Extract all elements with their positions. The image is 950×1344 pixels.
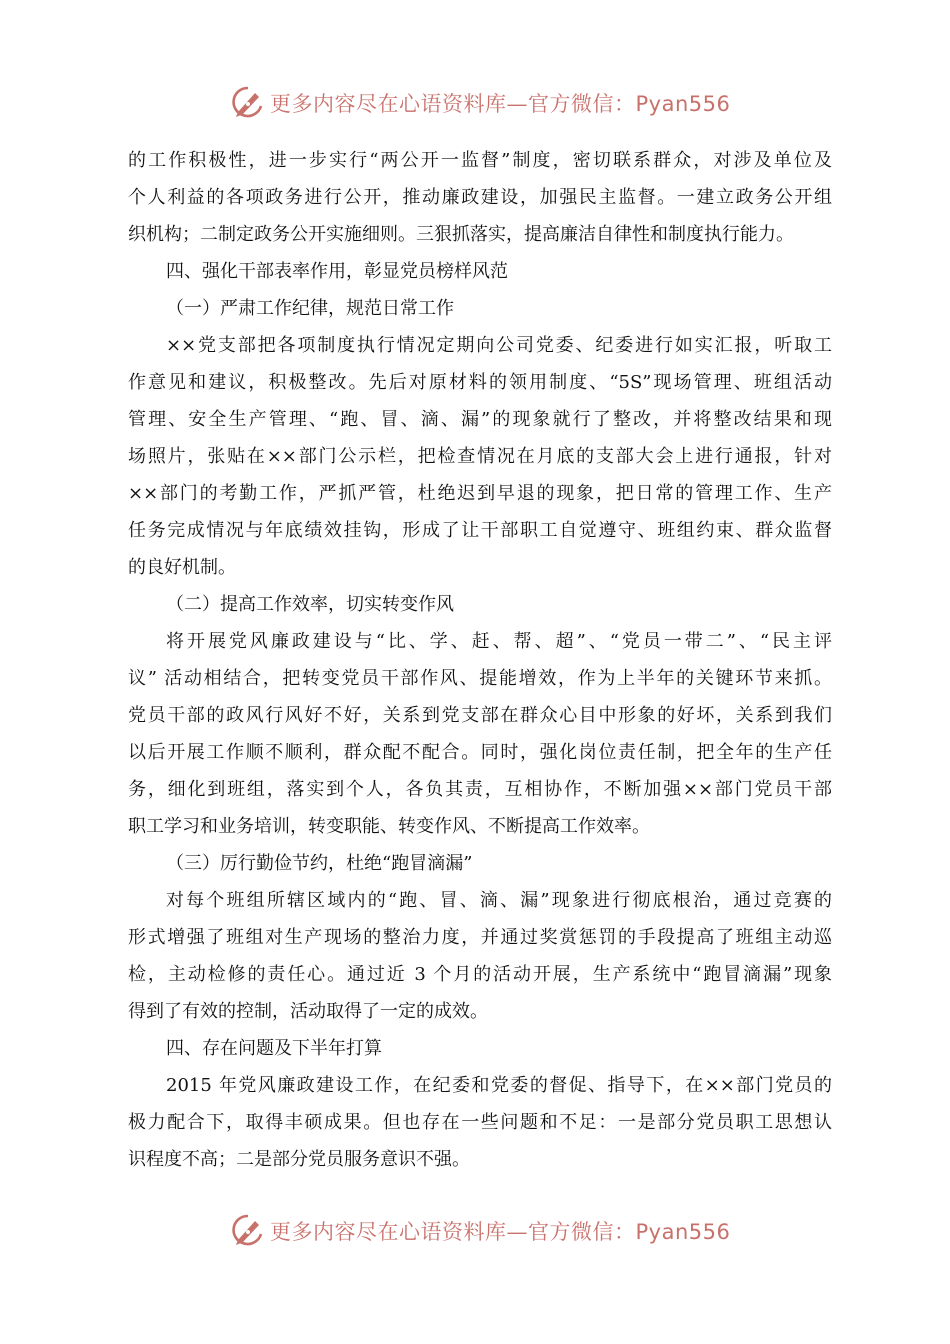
text-line: 的工作积极性，进一步实行“两公开一监督”制度，密切联系群众，对涉及单位及	[128, 150, 832, 171]
pen-in-circle-logo	[230, 84, 266, 120]
text-line: 极力配合下，取得丰硕成果。但也存在一些问题和不足：一是部分党员职工思想认	[128, 1112, 832, 1133]
footer-banner	[0, 1210, 950, 1254]
text-line: 2015 年党风廉政建设工作，在纪委和党委的督促、指导下，在××部门党员的	[166, 1075, 832, 1096]
pen-in-circle-logo	[230, 1212, 266, 1248]
text-line: 检，主动检修的责任心。通过近 3 个月的活动开展，生产系统中“跑冒滴漏”现象	[128, 964, 832, 985]
text-line: 任务完成情况与年底绩效挂钩，形成了让干部职工自觉遵守、班组约束、群众监督	[128, 520, 832, 541]
text-line: 个人利益的各项政务进行公开，推动廉政建设，加强民主监督。一建立政务公开组	[128, 187, 832, 208]
text-line: 的良好机制。	[128, 557, 236, 578]
text-line: ××党支部把各项制度执行情况定期向公司党委、纪委进行如实汇报，听取工	[166, 335, 832, 356]
text-line: 党员干部的政风行风好不好，关系到党支部在群众心目中形象的好坏，关系到我们	[128, 705, 832, 726]
text-line: 职工学习和业务培训，转变职能、转变作风、不断提高工作效率。	[128, 816, 650, 837]
text-line: 得到了有效的控制，活动取得了一定的成效。	[128, 1001, 488, 1022]
text-line: 以后开展工作顺不顺利，群众配不配合。同时，强化岗位责任制，把全年的生产任	[128, 742, 832, 763]
text-line: 议” 活动相结合，把转变党员干部作风、提能增效，作为上半年的关键环节来抓。	[128, 668, 832, 689]
article-body	[128, 142, 832, 1178]
subsection-heading: （三）厉行勤俭节约，杜绝“跑冒滴漏”	[166, 853, 473, 874]
text-line: 识程度不高；二是部分党员服务意识不强。	[128, 1149, 470, 1170]
text-line: 管理、安全生产管理、“跑、冒、滴、漏”的现象就行了整改，并将整改结果和现	[128, 409, 832, 430]
banner-text: 更多内容尽在心语资料库—官方微信：Pyan556	[270, 92, 731, 116]
text-line: 场照片，张贴在××部门公示栏，把检查情况在月底的支部大会上进行通报，针对	[128, 446, 832, 467]
text-line: 作意见和建议，积极整改。先后对原材料的领用制度、“5S”现场管理、班组活动	[128, 372, 832, 393]
header-banner	[0, 82, 950, 126]
text-line: 对每个班组所辖区域内的“跑、冒、滴、漏”现象进行彻底根治，通过竞赛的	[166, 890, 832, 911]
text-line: 形式增强了班组对生产现场的整治力度，并通过奖赏惩罚的手段提高了班组主动巡	[128, 927, 832, 948]
banner-text: 更多内容尽在心语资料库—官方微信：Pyan556	[270, 1220, 731, 1244]
text-line: 务，细化到班组，落实到个人，各负其责，互相协作，不断加强××部门党员干部	[128, 779, 832, 800]
section-heading: 四、强化干部表率作用，彰显党员榜样风范	[166, 261, 508, 282]
text-line: ××部门的考勤工作，严抓严管，杜绝迟到早退的现象，把日常的管理工作、生产	[128, 483, 832, 504]
text-line: 织机构；二制定政务公开实施细则。三狠抓落实，提高廉洁自律性和制度执行能力。	[128, 224, 794, 245]
subsection-heading: （二）提高工作效率，切实转变作风	[166, 594, 454, 615]
section-heading: 四、存在问题及下半年打算	[166, 1038, 382, 1059]
subsection-heading: （一）严肃工作纪律，规范日常工作	[166, 298, 454, 319]
text-line: 将开展党风廉政建设与“比、学、赶、帮、超”、“党员一带二”、“民主评	[166, 631, 832, 652]
